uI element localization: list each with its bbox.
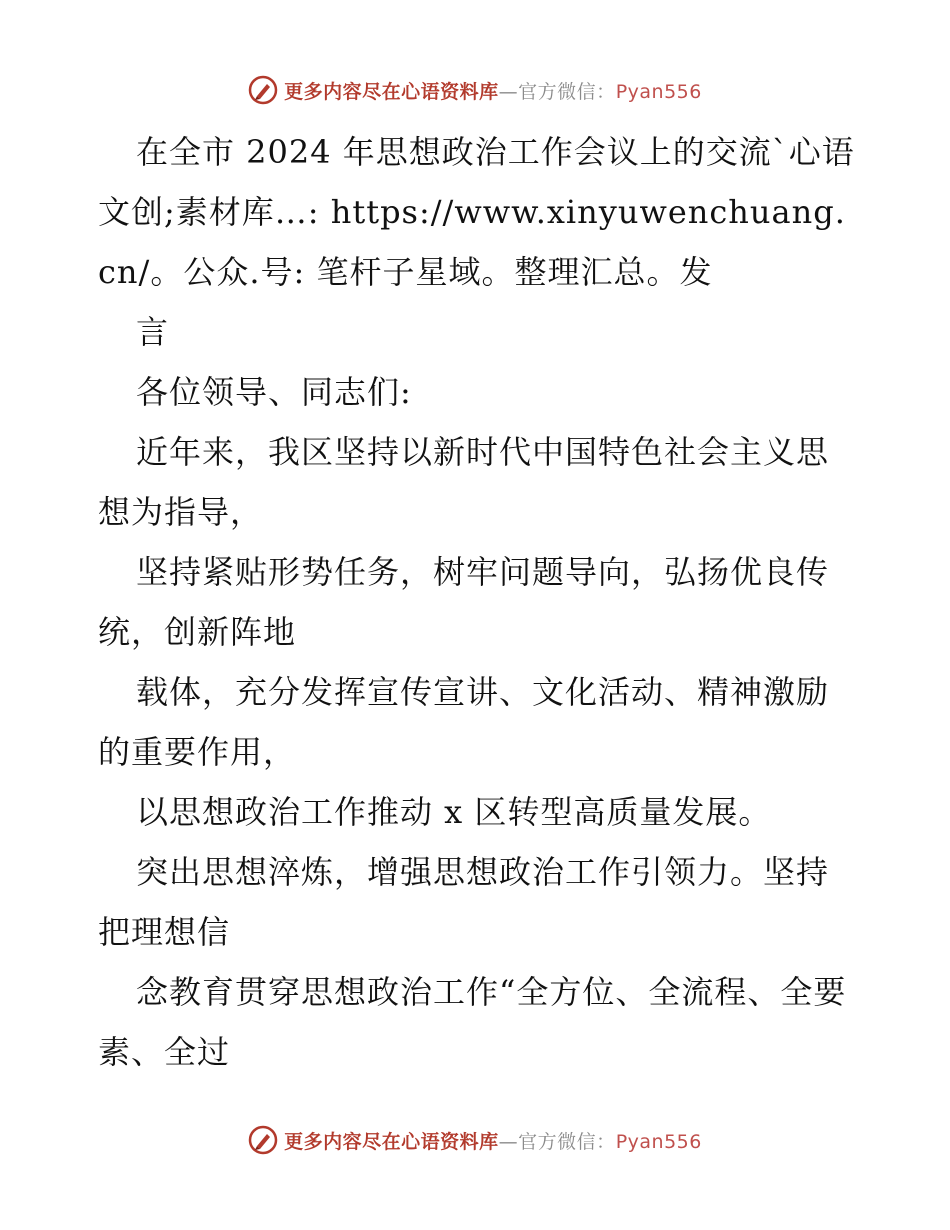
- watermark-wechat-id: Pyan556: [615, 80, 702, 103]
- watermark-brand: 更多内容尽在心语资料库: [284, 80, 499, 103]
- paragraph-title: 在全市 2024 年思想政治工作会议上的交流`心语文创;素材库…: https://www.xinyuwenchuang.cn/。公众.号: 笔杆子星域。整理汇总。发: [98, 133, 855, 291]
- paragraph-body-4: 以思想政治工作推动 x 区转型高质量发展。: [136, 793, 772, 831]
- watermark-dash: —: [498, 1130, 519, 1153]
- document-body: [98, 122, 858, 1082]
- watermark-dash: —: [498, 80, 519, 103]
- paragraph-body-2: 坚持紧贴形势任务，树牢问题导向，弘扬优良传统，创新阵地: [98, 553, 830, 651]
- paragraph-salutation: 各位领导、同志们:: [136, 373, 412, 411]
- header-watermark: [0, 70, 950, 110]
- paragraph-title-cont: 言: [136, 313, 170, 351]
- paragraph-body-6: 念教育贯穿思想政治工作“全方位、全流程、全要素、全过: [98, 973, 847, 1071]
- watermark-brand: 更多内容尽在心语资料库: [284, 1130, 499, 1153]
- paragraph-body-3: 载体，充分发挥宣传宣讲、文化活动、精神激励的重要作用，: [98, 673, 830, 771]
- watermark-wechat-label: 官方微信：: [518, 1130, 616, 1153]
- watermark-wechat-label: 官方微信：: [518, 80, 616, 103]
- pen-logo-icon: [248, 1125, 278, 1155]
- footer-watermark: [0, 1120, 950, 1160]
- watermark-wechat-id: Pyan556: [615, 1130, 702, 1153]
- paragraph-body-5: 突出思想淬炼，增强思想政治工作引领力。坚持把理想信: [98, 853, 830, 951]
- paragraph-body-1: 近年来，我区坚持以新时代中国特色社会主义思想为指导，: [98, 433, 830, 531]
- pen-logo-icon: [248, 75, 278, 105]
